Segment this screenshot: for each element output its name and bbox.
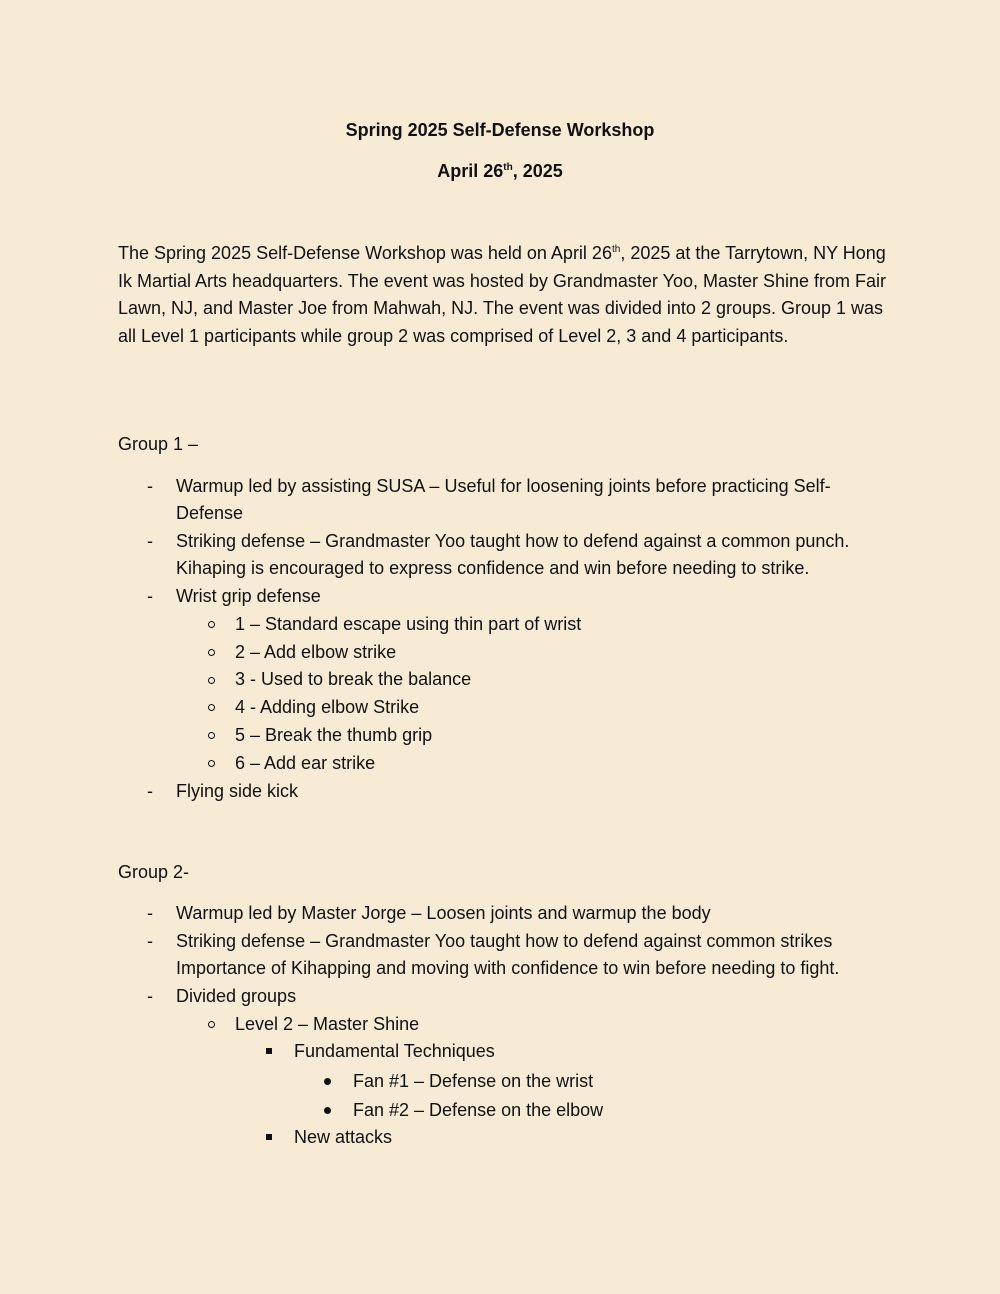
wrist-item-4: 4 - Adding elbow Strike [235, 697, 420, 717]
group1-striking-line2: Kihaping is encouraged to express confidence and win before needing to strike. [176, 558, 810, 578]
group2-striking-line1: Striking defense – Grandmaster Yoo taught how to defend against common strikes [176, 931, 833, 951]
group2-level2: Level 2 – Master Shine [235, 1014, 420, 1034]
wrist-item-3: 3 - Used to break the balance [235, 669, 472, 689]
circle-bullet-icon [208, 677, 215, 684]
circle-bullet-icon [208, 1021, 215, 1028]
wrist-item-5: 5 – Break the thumb grip [235, 725, 433, 745]
dash-marker: - [147, 986, 153, 1006]
group2-fan1: Fan #1 – Defense on the wrist [353, 1071, 594, 1091]
circle-bullet-icon [208, 649, 215, 656]
dash-marker: - [147, 586, 153, 606]
circle-bullet-icon [208, 732, 215, 739]
dot-bullet-icon [324, 1107, 331, 1114]
circle-bullet-icon [208, 704, 215, 711]
group2-warmup: Warmup led by Master Jorge – Loosen joints and warmup the body [176, 903, 711, 923]
intro-sup: th [611, 244, 621, 255]
date-sup: th [503, 162, 513, 173]
group1-warmup-line2: Defense [176, 503, 244, 523]
wrist-item-2: 2 – Add elbow strike [235, 642, 397, 662]
group1-heading: Group 1 – [118, 434, 199, 454]
square-bullet-icon [266, 1048, 272, 1054]
dash-marker: - [147, 903, 153, 923]
intro-part2: , 2025 at the Tarrytown, NY Hong Ik Martial Arts headquarters. The event was hosted by Grandmaster Yoo, Master Shine from Fair Lawn, NJ, and Master Joe from Mahwah, NJ. The event was divided into 2 groups. Group 1 was all Level 1 participants while group 2 was comprised of Level 2, 3 and 4 participants. [118, 243, 887, 347]
document-title: Spring 2025 Self-Defense Workshop [345, 120, 655, 140]
group2-fundamental: Fundamental Techniques [294, 1041, 495, 1061]
group1-wrist: Wrist grip defense [176, 586, 321, 606]
dash-marker: - [147, 531, 153, 551]
group2-heading: Group 2- [118, 862, 190, 882]
intro-part1: The Spring 2025 Self-Defense Workshop was held on April 26 [118, 243, 612, 263]
group2-fan2: Fan #2 – Defense on the elbow [353, 1100, 604, 1120]
group1-striking-line1: Striking defense – Grandmaster Yoo taught how to defend against a common punch. [176, 531, 850, 551]
dash-marker: - [147, 781, 153, 801]
dot-bullet-icon [324, 1078, 331, 1085]
group1-warmup-line1: Warmup led by assisting SUSA – Useful for loosening joints before practicing Self- [176, 476, 831, 496]
dash-marker: - [147, 476, 153, 496]
square-bullet-icon [266, 1134, 272, 1140]
intro-paragraph [118, 240, 888, 351]
date-suffix: , 2025 [512, 161, 563, 181]
group1-flying: Flying side kick [176, 781, 299, 801]
wrist-item-6: 6 – Add ear strike [235, 753, 376, 773]
wrist-item-1: 1 – Standard escape using thin part of wrist [235, 614, 582, 634]
document-date [0, 160, 1000, 182]
circle-bullet-icon [208, 621, 215, 628]
date-prefix: April 26 [437, 161, 504, 181]
group2-divided: Divided groups [176, 986, 297, 1006]
group2-new-attacks: New attacks [294, 1127, 393, 1147]
group2-striking-line2: Importance of Kihapping and moving with confidence to win before needing to fight. [176, 958, 840, 978]
circle-bullet-icon [208, 760, 215, 767]
dash-marker: - [147, 931, 153, 951]
